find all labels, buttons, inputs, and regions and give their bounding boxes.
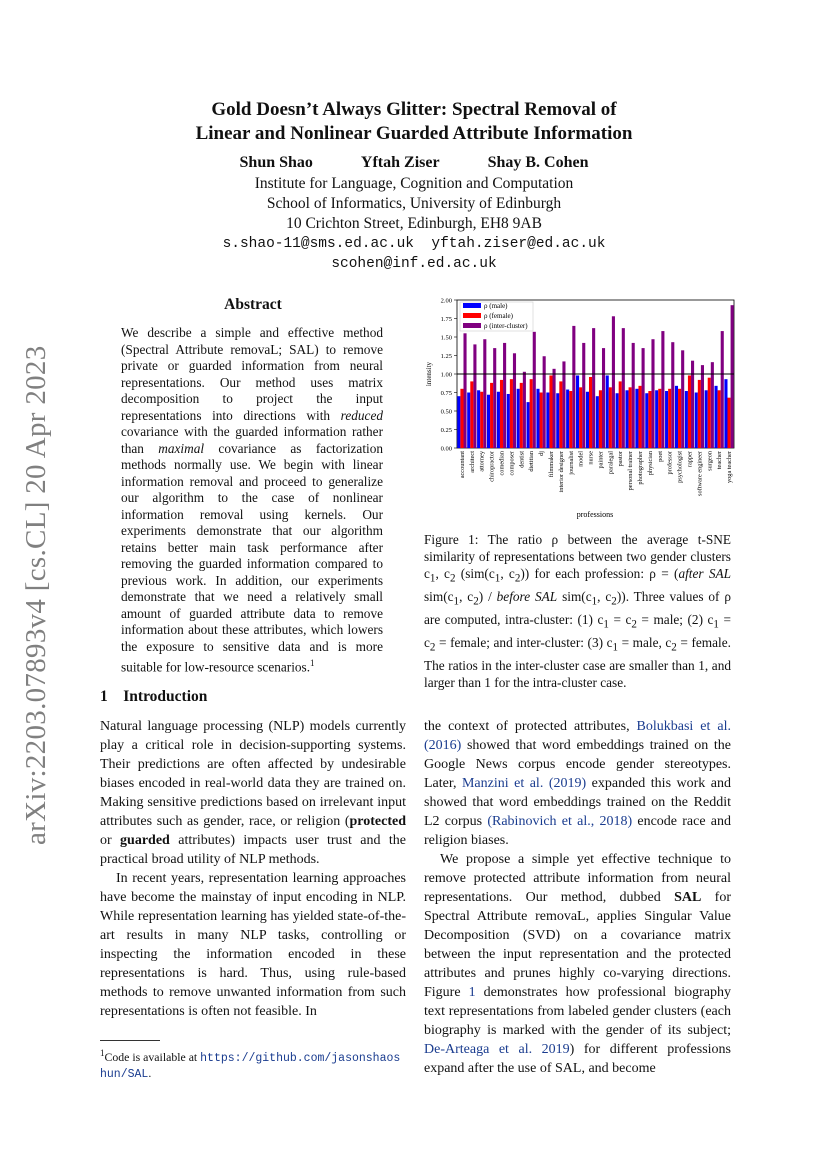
x-tick-label: personal trainer — [627, 451, 635, 491]
legend — [460, 302, 533, 331]
x-tick-label: poet — [656, 451, 664, 462]
intro-left-column — [100, 717, 406, 1021]
bar-inter-cluster — [533, 332, 536, 448]
bar-female — [619, 381, 622, 448]
bar-female — [609, 387, 612, 448]
x-tick-label: dietitian — [528, 451, 536, 472]
citation-link[interactable]: De-Arteaga et al. 2019 — [424, 1042, 570, 1057]
intro-paragraph: In recent years, representation learning approaches have become the mainstay of input encoding in NLP. While representation learning has yielded state-of-the-art results in many NLP tasks, controlling or inspecting the information encoded in these representations is hard. Thus, using rule-based methods to remove unwanted information from such representations is often not feasible. In — [100, 871, 406, 1019]
bar-male — [477, 390, 480, 448]
x-tick-label: physician — [646, 451, 654, 476]
y-tick-group — [441, 298, 457, 453]
bar-female — [658, 389, 661, 448]
author-name: Shay B. Cohen — [487, 154, 589, 171]
x-axis-label: professions — [576, 510, 614, 519]
bar-female — [559, 381, 562, 448]
figure-1-chart — [420, 290, 740, 522]
y-tick-label: 0.50 — [440, 408, 452, 416]
bar-male — [586, 392, 589, 448]
bar-male — [635, 389, 638, 448]
bar-female — [569, 391, 572, 448]
bar-male — [616, 393, 619, 448]
bar-male — [457, 396, 460, 448]
bar-male — [507, 394, 510, 448]
x-tick-label: journalist — [567, 451, 575, 475]
bar-inter-cluster — [572, 326, 575, 448]
bar-male — [536, 389, 539, 448]
y-tick-label: 1.25 — [440, 353, 452, 360]
x-tick-label: pastor — [617, 451, 625, 467]
bar-inter-cluster — [483, 339, 486, 448]
legend-label-inter-cluster: ρ (inter-cluster) — [484, 322, 528, 330]
x-tick-label: software engineer — [696, 451, 704, 496]
footnote-divider — [100, 1040, 160, 1041]
legend-swatch-inter-cluster — [463, 323, 481, 328]
bar-male — [665, 391, 668, 448]
bar-inter-cluster — [592, 328, 595, 448]
bar-female — [638, 386, 641, 448]
bar-female — [629, 387, 632, 448]
legend-swatch-male — [463, 303, 481, 308]
bar-female — [718, 390, 721, 448]
bar-female — [460, 389, 463, 448]
bar-female — [678, 389, 681, 448]
bar-inter-cluster — [523, 372, 526, 448]
bar-inter-cluster — [671, 342, 674, 448]
x-tick-label: psychologist — [676, 451, 684, 483]
bar-female — [668, 389, 671, 448]
bar-male — [675, 386, 678, 448]
x-tick-label: filmmaker — [547, 451, 555, 478]
x-tick-label: yoga teacher — [726, 451, 734, 483]
bar-female — [727, 398, 730, 448]
bar-female — [510, 379, 513, 448]
x-tick-label: photographer — [637, 451, 645, 485]
bar-male — [497, 392, 500, 448]
bar-male — [576, 375, 579, 448]
bar-female — [589, 377, 592, 448]
bar-inter-cluster — [632, 343, 635, 448]
bar-male — [556, 393, 559, 448]
bar-inter-cluster — [642, 348, 645, 448]
author-name: Shun Shao — [239, 154, 313, 171]
x-tick-label: teacher — [716, 451, 724, 470]
intro-paragraph: the context of protected attributes, Bolukbasi et al. (2016) showed that word embeddings trained on the Google News corpus encode gender stereotypes. Later, Manzini et al. (2019) expanded this work and showed that word embeddings trained on the Reddit L2 corpus (Rabinovich et al., 2018) encode race and religion biases. — [424, 719, 731, 848]
author-list — [0, 154, 828, 172]
y-tick-label: 0.00 — [440, 445, 452, 453]
bar-female — [530, 379, 533, 448]
bar-female — [490, 383, 493, 448]
bar-inter-cluster — [651, 339, 654, 448]
legend-label-male: ρ (male) — [484, 302, 508, 310]
y-tick-label: 1.75 — [440, 316, 452, 323]
y-tick-label: 0.25 — [440, 427, 452, 434]
bar-male — [715, 386, 718, 448]
bar-inter-cluster — [681, 350, 684, 448]
bar-inter-cluster — [582, 343, 585, 448]
x-tick-label: model — [577, 451, 585, 467]
bar-male — [724, 379, 727, 448]
bar-inter-cluster — [503, 343, 506, 448]
section-heading: 1 Introduction — [100, 688, 208, 705]
bar-female — [599, 390, 602, 448]
y-tick-label: 2.00 — [440, 297, 452, 305]
bar-female — [520, 383, 523, 448]
figure-1-caption: Figure 1: The ratio ρ between the average t-SNE similarity of representations between two gender clusters $c_1$, $c_2$ ($sim(c_1$, $c_2$)) for each profession: ρ = (after SAL $sim(c_1$, $c_2$) / before SAL $sim(c_1$, $c_2$)). Three values of ρ are computed, intra-cluster: (1) $c_1 = c_2$ = male; (2) $c_1 = c_2$ = female; and inter-cluster: (3) $c_1$ = male, $c_2$ = female. The ratios in the inter-cluster case are smaller than 1, and larger than 1 for the intra-cluster case. — [424, 532, 732, 691]
bar-male — [625, 390, 628, 448]
bar-inter-cluster — [543, 356, 546, 448]
x-tick-label: professor — [666, 451, 674, 475]
author-email: scohen@inf.ed.ac.uk — [331, 256, 497, 272]
affiliation-institute: Institute for Language, Cognition and Computation — [254, 175, 574, 192]
bar-male — [685, 391, 688, 448]
code-url-link[interactable]: https://github.com/jasonshaoshun/SAL — [100, 1051, 401, 1081]
bar-female — [500, 380, 503, 448]
footnote: $^1$Code is available at https://github.com/jasonshaoshun/SAL. — [100, 1048, 401, 1081]
bar-inter-cluster — [612, 316, 615, 448]
bar-male — [527, 402, 530, 448]
bar-female — [549, 375, 552, 448]
bar-male — [695, 393, 698, 449]
x-tick-label: composer — [508, 451, 516, 476]
legend-swatch-female — [463, 313, 481, 318]
bar-female — [540, 393, 543, 449]
intro-paragraph: Natural language processing (NLP) models currently play a critical role in decision-supporting systems. Their predictions are often affected by undesirable biases encoded in real-world data they are trained on. Making sensitive predictions based on irrelevant input attributes such as gender, race, or religion (protected or guarded attributes) impacts user trust and the practical broad utility of NLP methods. — [100, 719, 406, 867]
citation-link[interactable]: (Rabinovich et al., 2018) — [487, 814, 633, 829]
intro-paragraph: We propose a simple yet effective technique to remove protected attribute information from neural representations. Our method, dubbed SAL for Spectral Attribute removaL, applies Singular Value Decomposition (SVD) on a covariance matrix between the input representation and the protected attributes and prunes highly co-varying directions. Figure 1 demonstrates how professional biography text representations from labeled gender clusters (each biography is marked with the gender of its subject; De-Arteaga et al. 2019) for different professions expand after the use of SAL, and become — [424, 852, 732, 1076]
x-tick-label: accountant — [458, 451, 466, 479]
bar-inter-cluster — [602, 348, 605, 448]
y-tick-label: 1.00 — [440, 371, 452, 379]
bar-inter-cluster — [711, 362, 714, 448]
bar-female — [648, 391, 651, 448]
affiliation-address: 10 Crichton Street, Edinburgh, EH8 9AB — [286, 215, 542, 232]
paper-title — [0, 98, 828, 146]
abstract-body: We describe a simple and effective method (Spectral Attribute removaL; SAL) to remove private or guarded information from neural representations. Our method uses matrix decomposition to project the input representations into directions with reduced covariance with the guarded information rather than maximal covariance as factorization methods normally use. We begin with linear information removal and proceed to generalize our algorithm to the case of nonlinear information removal using kernels. Our experiments demonstrate that our algorithm retains better main task performance after removing the guarded information compared to previous work. In addition, our experiments demonstrate that we need a relatively small amount of guarded attribute data to remove information about these attributes, which lowers the exposure to sensitive data and is more suitable for low-resource scenarios.$^1$ — [121, 325, 384, 675]
bar-inter-cluster — [721, 331, 724, 448]
bar-male — [596, 396, 599, 448]
x-tick-label: architect — [468, 451, 476, 473]
bar-female — [579, 387, 582, 448]
bar-inter-cluster — [493, 348, 496, 448]
title-line-1: Gold Doesn’t Always Glitter: Spectral Removal of — [211, 99, 617, 120]
x-tick-label: surgeon — [706, 451, 714, 471]
x-tick-label: dj — [538, 451, 546, 456]
x-tick-label: attorney — [478, 451, 486, 472]
bar-male — [606, 375, 609, 448]
x-tick-label: rapper — [686, 451, 694, 468]
bar-male — [467, 393, 470, 449]
figure-reference-link[interactable]: 1 — [468, 985, 476, 1000]
x-tick-label: painter — [597, 451, 605, 469]
x-tick-label: comedian — [498, 451, 506, 476]
abstract-heading: Abstract — [224, 296, 282, 313]
y-axis-label: intensity — [425, 361, 433, 387]
y-tick-label: 1.50 — [440, 334, 452, 342]
bar-female — [470, 381, 473, 448]
y-tick-label: 0.75 — [440, 390, 452, 397]
bar-male — [546, 393, 549, 449]
x-tick-label: dentist — [518, 451, 526, 468]
author-emails: s.shao-11@sms.ed.ac.uk yftah.ziser@ed.ac.uk — [222, 236, 606, 252]
bar-male — [566, 390, 569, 448]
bar-inter-cluster — [622, 328, 625, 448]
bar-inter-cluster — [731, 305, 734, 448]
bar-female — [708, 378, 711, 448]
bar-female — [698, 380, 701, 448]
x-tick-labels — [459, 450, 733, 496]
citation-link[interactable]: Bolukbasi et al. (2016) — [424, 719, 731, 753]
legend-label-female: ρ (female) — [484, 312, 513, 320]
bar-inter-cluster — [553, 369, 556, 448]
affiliation-school: School of Informatics, University of Edinburgh — [266, 195, 562, 212]
x-tick-label: paralegal — [607, 451, 615, 475]
x-tick-label: chiropractor — [488, 451, 496, 482]
bar-inter-cluster — [473, 344, 476, 448]
bar-male — [487, 395, 490, 448]
x-tick-label: nurse — [587, 451, 595, 465]
arxiv-identifier: arXiv:2203.07893v4 [cs.CL] 20 Apr 2023 — [20, 345, 52, 845]
bar-male — [517, 389, 520, 448]
bar-female — [688, 375, 691, 448]
author-name: Yftah Ziser — [360, 154, 440, 171]
bar-inter-cluster — [513, 353, 516, 448]
bar-male — [655, 390, 658, 448]
footnote-marker: 1 — [310, 658, 315, 668]
bar-inter-cluster — [701, 365, 704, 448]
bar-male — [645, 393, 648, 448]
intro-right-column — [424, 717, 731, 1078]
x-tick-label: interior designer — [557, 451, 565, 493]
bar-inter-cluster — [463, 333, 466, 448]
bar-male — [705, 390, 708, 448]
bar-female — [480, 392, 483, 448]
citation-link[interactable]: Manzini et al. (2019) — [461, 776, 587, 791]
title-line-2: Linear and Nonlinear Guarded Attribute Information — [195, 123, 633, 144]
bar-inter-cluster — [661, 331, 664, 448]
